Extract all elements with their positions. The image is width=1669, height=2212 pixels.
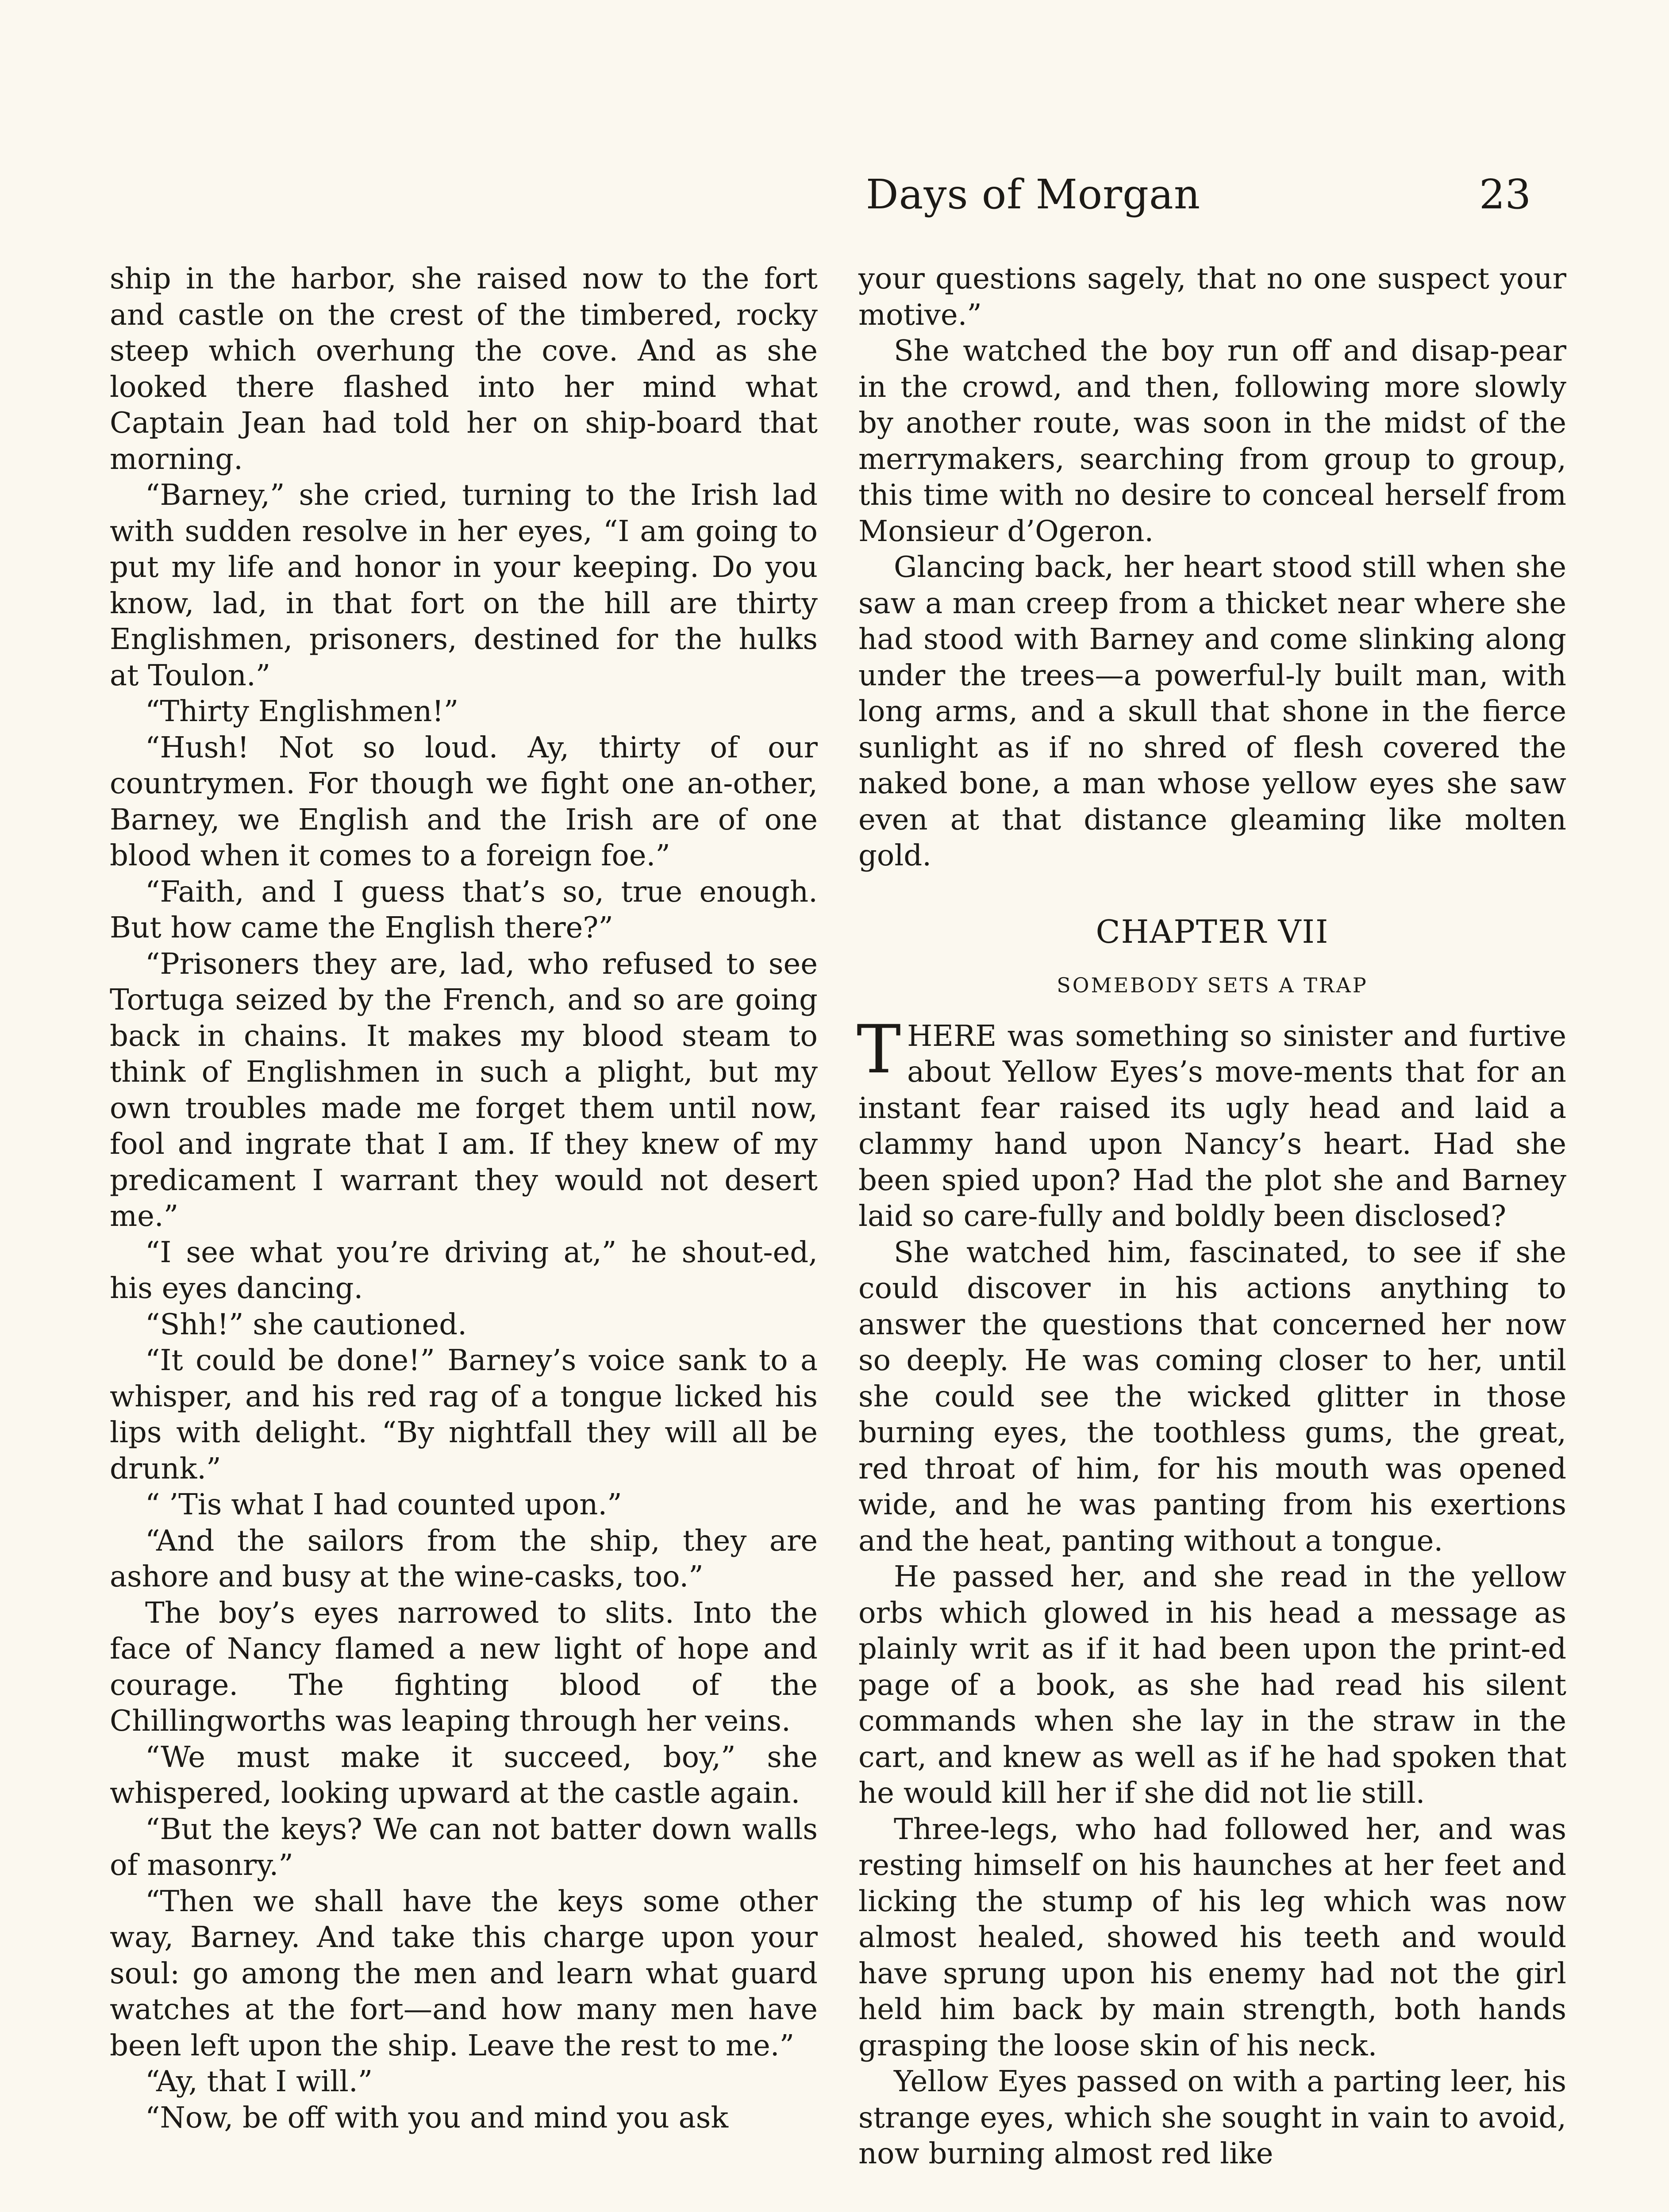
- paragraph: “Then we shall have the keys some other way, Barney. And take this charge upon your soul: go among the men and learn what guard watches at the fort—and how many men have been left upon the ship. Leave the rest to me.”: [110, 1884, 818, 2062]
- paragraph: “I see what you’re driving at,” he shout-ed, his eyes dancing.: [110, 1235, 818, 1305]
- drop-cap: T: [857, 1011, 901, 1088]
- paragraph: Glancing back, her heart stood still when she saw a man creep from a thicket near where she had stood with Barney and come slinking along under the trees—a powerful-ly built man, with long arms, and a skull that shone in the fierce sunlight as if no shred of flesh covered the naked bone, a man whose yellow eyes she saw even at that distance gleaming like molten gold.: [858, 550, 1566, 872]
- paragraph: “And the sailors from the ship, they are ashore and busy at the wine-casks, too.”: [110, 1524, 818, 1594]
- paragraph: “Now, be off with you and mind you ask: [145, 2101, 729, 2135]
- paragraph: “But the keys? We can not batter down walls of masonry.”: [110, 1812, 818, 1882]
- paragraph: “Prisoners they are, lad, who refused to see Tortuga seized by the French, and so are going back in chains. It makes my blood steam to think of Englishmen in such a plight, but my own troubles made me forget them until now, fool and ingrate that I am. If they knew of my predicament I warrant they would not desert me.”: [110, 947, 818, 1233]
- paragraph: The boy’s eyes narrowed to slits. Into the face of Nancy flamed a new light of hope and courage. The fighting blood of the Chillingworths was leaping through her veins.: [110, 1596, 818, 1738]
- paragraph: Yellow Eyes passed on with a parting leer, his strange eyes, which she sought in vain to avoid, now burning almost red like: [858, 2065, 1566, 2170]
- paragraph: “It could be done!” Barney’s voice sank to a whisper, and his red rag of a tongue licked his lips with delight. “By nightfall they will all be drunk.”: [110, 1344, 818, 1486]
- paragraph: “We must make it succeed, boy,” she whispered, looking upward at the castle again.: [110, 1740, 818, 1810]
- paragraph: Three-legs, who had followed her, and was resting himself on his haunches at her feet and licking the stump of his leg which was now almost healed, showed his teeth and would have sprung upon his enemy had not the girl held him back by main strength, both hands grasping the loose skin of his neck.: [858, 1812, 1566, 2062]
- paragraph: “Hush! Not so loud. Ay, thirty of our countrymen. For though we fight one an-other, Barney, we English and the Irish are of one blood when it comes to a foreign foe.”: [110, 730, 818, 872]
- opening-text: HERE was something so sinister and furtive about Yellow Eyes’s move-ments that for an instant fear raised its ugly head and laid a clammy hand upon Nancy’s heart. Had she been spied upon? Had the plot she and Barney laid so care-fully and boldly been disclosed?: [858, 1019, 1566, 1233]
- paragraph: “Ay, that I will.”: [145, 2065, 373, 2098]
- paragraph: ship in the harbor, she raised now to the fort and castle on the crest of the timbered, rocky steep which overhung the cove. And as she looked there flashed into her mind what Captain Jean had told her on ship-board that morning.: [110, 262, 818, 476]
- paragraph: She watched the boy run off and disap-pear in the crowd, and then, following more slowly by another route, was soon in the midst of the merrymakers, searching from group to group, this time with no desire to conceal herself from Monsieur d’Ogeron.: [858, 334, 1566, 548]
- chapter-heading: CHAPTER VII: [1096, 913, 1329, 950]
- paragraph: your questions sagely, that no one suspect your motive.”: [858, 262, 1566, 332]
- paragraph: “Shh!” she cautioned.: [145, 1307, 467, 1341]
- chapter-subtitle: SOMEBODY SETS A TRAP: [1057, 973, 1368, 997]
- paragraph: “Thirty Englishmen!”: [145, 695, 459, 728]
- page-header: [535, 168, 1531, 221]
- paragraph: She watched him, fascinated, to see if she could discover in his actions anything to answer the questions that concerned her now so deeply. He was coming closer to her, until she could see the wicked glitter in those burning eyes, the toothless gums, the great, red throat of him, for his mouth was opened wide, and he was panting from his exertions and the heat, panting without a tongue.: [858, 1235, 1566, 1558]
- right-column: [858, 261, 1566, 2172]
- paragraph: “Faith, and I guess that’s so, true enough. But how came the English there?”: [110, 875, 818, 945]
- chapter-opening-paragraph: [857, 1011, 1566, 1235]
- paragraph: “Barney,” she cried, turning to the Irish lad with sudden resolve in her eyes, “I am going to put my life and honor in your keeping. Do you know, lad, in that fort on the hill are thirty Englishmen, prisoners, destined for the hulks at Toulon.”: [110, 478, 818, 692]
- page-number: 23: [1479, 171, 1531, 218]
- left-column: [110, 261, 818, 2136]
- running-title: Days of Morgan: [865, 171, 1201, 218]
- paragraph: “ ’Tis what I had counted upon.”: [145, 1488, 622, 1521]
- paragraph: He passed her, and she read in the yellow orbs which glowed in his head a message as plainly writ as if it had been upon the print-ed page of a book, as she had read his silent commands when she lay in the straw in the cart, and knew as well as if he had spoken that he would kill her if she did not lie still.: [858, 1560, 1566, 1810]
